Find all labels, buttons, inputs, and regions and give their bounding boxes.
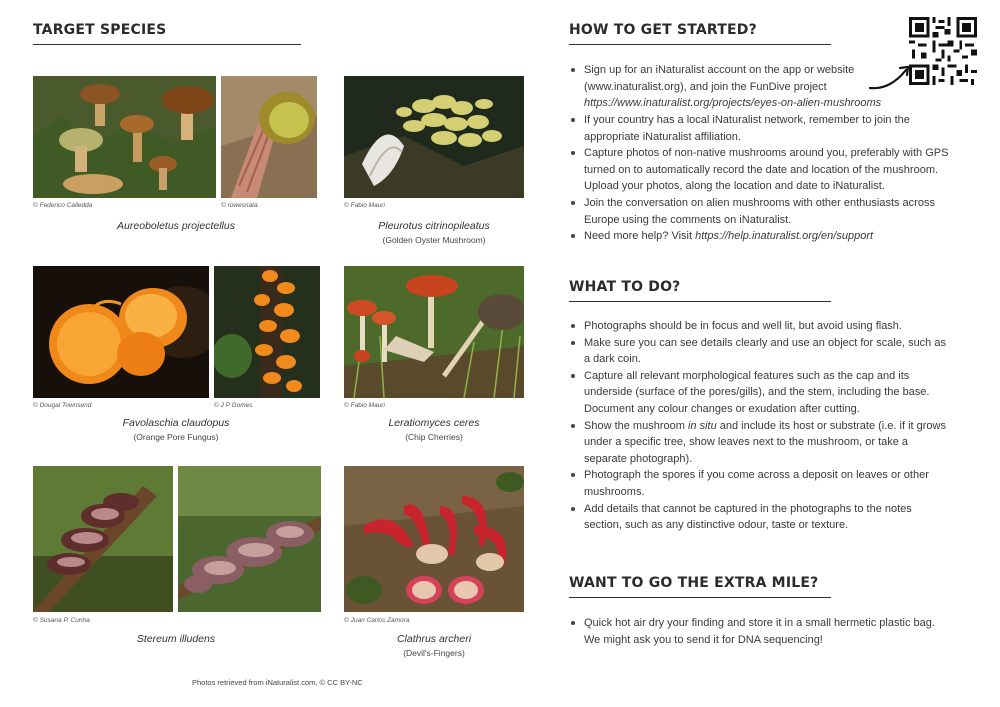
target-species-heading: TARGET SPECIES <box>33 22 167 38</box>
getting-started-list-cont <box>569 112 949 245</box>
clathrus-photo <box>344 466 524 612</box>
extra-mile-heading: WANT TO GO THE EXTRA MILE? <box>569 575 819 591</box>
favolaschia-photo-1 <box>33 266 209 398</box>
aureoboletus-photo-1 <box>33 76 216 198</box>
qr-code-icon[interactable] <box>906 14 980 88</box>
list-item: Need more help? Visit https://help.inaturalist.org/en/support <box>569 228 949 245</box>
stereum-photo-2 <box>178 466 321 612</box>
common-name: (Golden Oyster Mushroom) <box>382 235 486 245</box>
photo-credit: © Fabio Mauri <box>344 202 385 209</box>
list-item: Capture photos of non-native mushrooms around you, preferably with GPS turned on to automatically record the date and location of the mushroom. Upload your photos, along the location and date to iNaturalist. <box>569 145 949 195</box>
list-item: Quick hot air dry your finding and store it in a small hermetic plastic bag. We might ask you to send it for DNA sequencing! <box>569 615 949 648</box>
getting-started-list <box>569 62 909 112</box>
photo-credit: © Susana P. Cunha <box>33 617 90 624</box>
list-item: Capture all relevant morphological features such as the cap and its underside (surface of the pores/gills), and the stem, including the base. Document any colour changes or exudation after cutting. <box>569 368 949 418</box>
species-name: Pleurotus citrinopileatus <box>378 220 490 232</box>
photo-source-footer: Photos retrieved from iNaturalist.com, © CC BY-NC <box>192 678 363 687</box>
help-support-link[interactable]: https://help.inaturalist.org/en/support <box>695 230 874 243</box>
common-name: (Chip Cherries) <box>405 432 463 442</box>
common-name: (Orange Pore Fungus) <box>133 432 219 442</box>
list-item: Photograph the spores if you come across a deposit on leaves or other mushrooms. <box>569 467 949 500</box>
list-item: Photographs should be in focus and well lit, but avoid using flash. <box>569 318 949 335</box>
photo-credit: © rowesnata <box>221 202 258 209</box>
heading-rule <box>569 44 831 45</box>
how-to-get-started-heading: HOW TO GET STARTED? <box>569 22 757 38</box>
list-item: Sign up for an iNaturalist account on the app or website (www.inaturalist.org), and join the FunDive project https://www.inaturalist.org/projects/eyes-on-alien-mushrooms <box>569 62 909 112</box>
photo-credit: © Dougal Townsend <box>33 402 92 409</box>
photo-credit: © Juan Carlos Zamora <box>344 617 410 624</box>
species-name: Clathrus archeri <box>396 633 472 645</box>
species-name: Favolaschia claudopus <box>122 417 230 429</box>
aureoboletus-photo-2 <box>221 76 317 198</box>
species-name: Stereum illudens <box>136 633 216 645</box>
list-item: Show the mushroom in situ and include its host or substrate (i.e. if it grows under a specific tree, show leaves next to the mushroom, or take a separate photograph). <box>569 418 949 468</box>
photo-credit: © J P Gomes <box>214 402 253 409</box>
species-name: Aureoboletus projectellus <box>117 220 235 232</box>
photo-credit: © Federico Calledda <box>33 202 93 209</box>
leratiomyces-photo <box>344 266 524 398</box>
heading-rule <box>33 44 301 45</box>
extra-mile-list <box>569 615 949 648</box>
common-name: (Devil's-Fingers) <box>403 648 465 658</box>
list-item: Make sure you can see details clearly and use an object for scale, such as a dark coin. <box>569 335 949 368</box>
fundive-project-link[interactable]: https://www.inaturalist.org/projects/eyes-on-alien-mushrooms <box>584 97 882 110</box>
heading-rule <box>569 597 831 598</box>
stereum-photo-1 <box>33 466 173 612</box>
list-item: Add details that cannot be captured in the photographs to the notes section, such as any distinctive odour, taste or texture. <box>569 501 949 534</box>
heading-rule <box>569 301 831 302</box>
favolaschia-photo-2 <box>214 266 320 398</box>
list-item: Join the conversation on alien mushrooms with other enthusiasts across Europe using the comments on iNaturalist. <box>569 195 949 228</box>
pleurotus-photo <box>344 76 524 198</box>
species-name: Leratiomyces ceres <box>388 417 480 429</box>
list-item: If your country has a local iNaturalist network, remember to join the appropriate iNaturalist affiliation. <box>569 112 949 145</box>
photo-credit: © Fabio Mauri <box>344 402 385 409</box>
what-to-do-list <box>569 318 949 534</box>
what-to-do-heading: WHAT TO DO? <box>569 279 681 295</box>
